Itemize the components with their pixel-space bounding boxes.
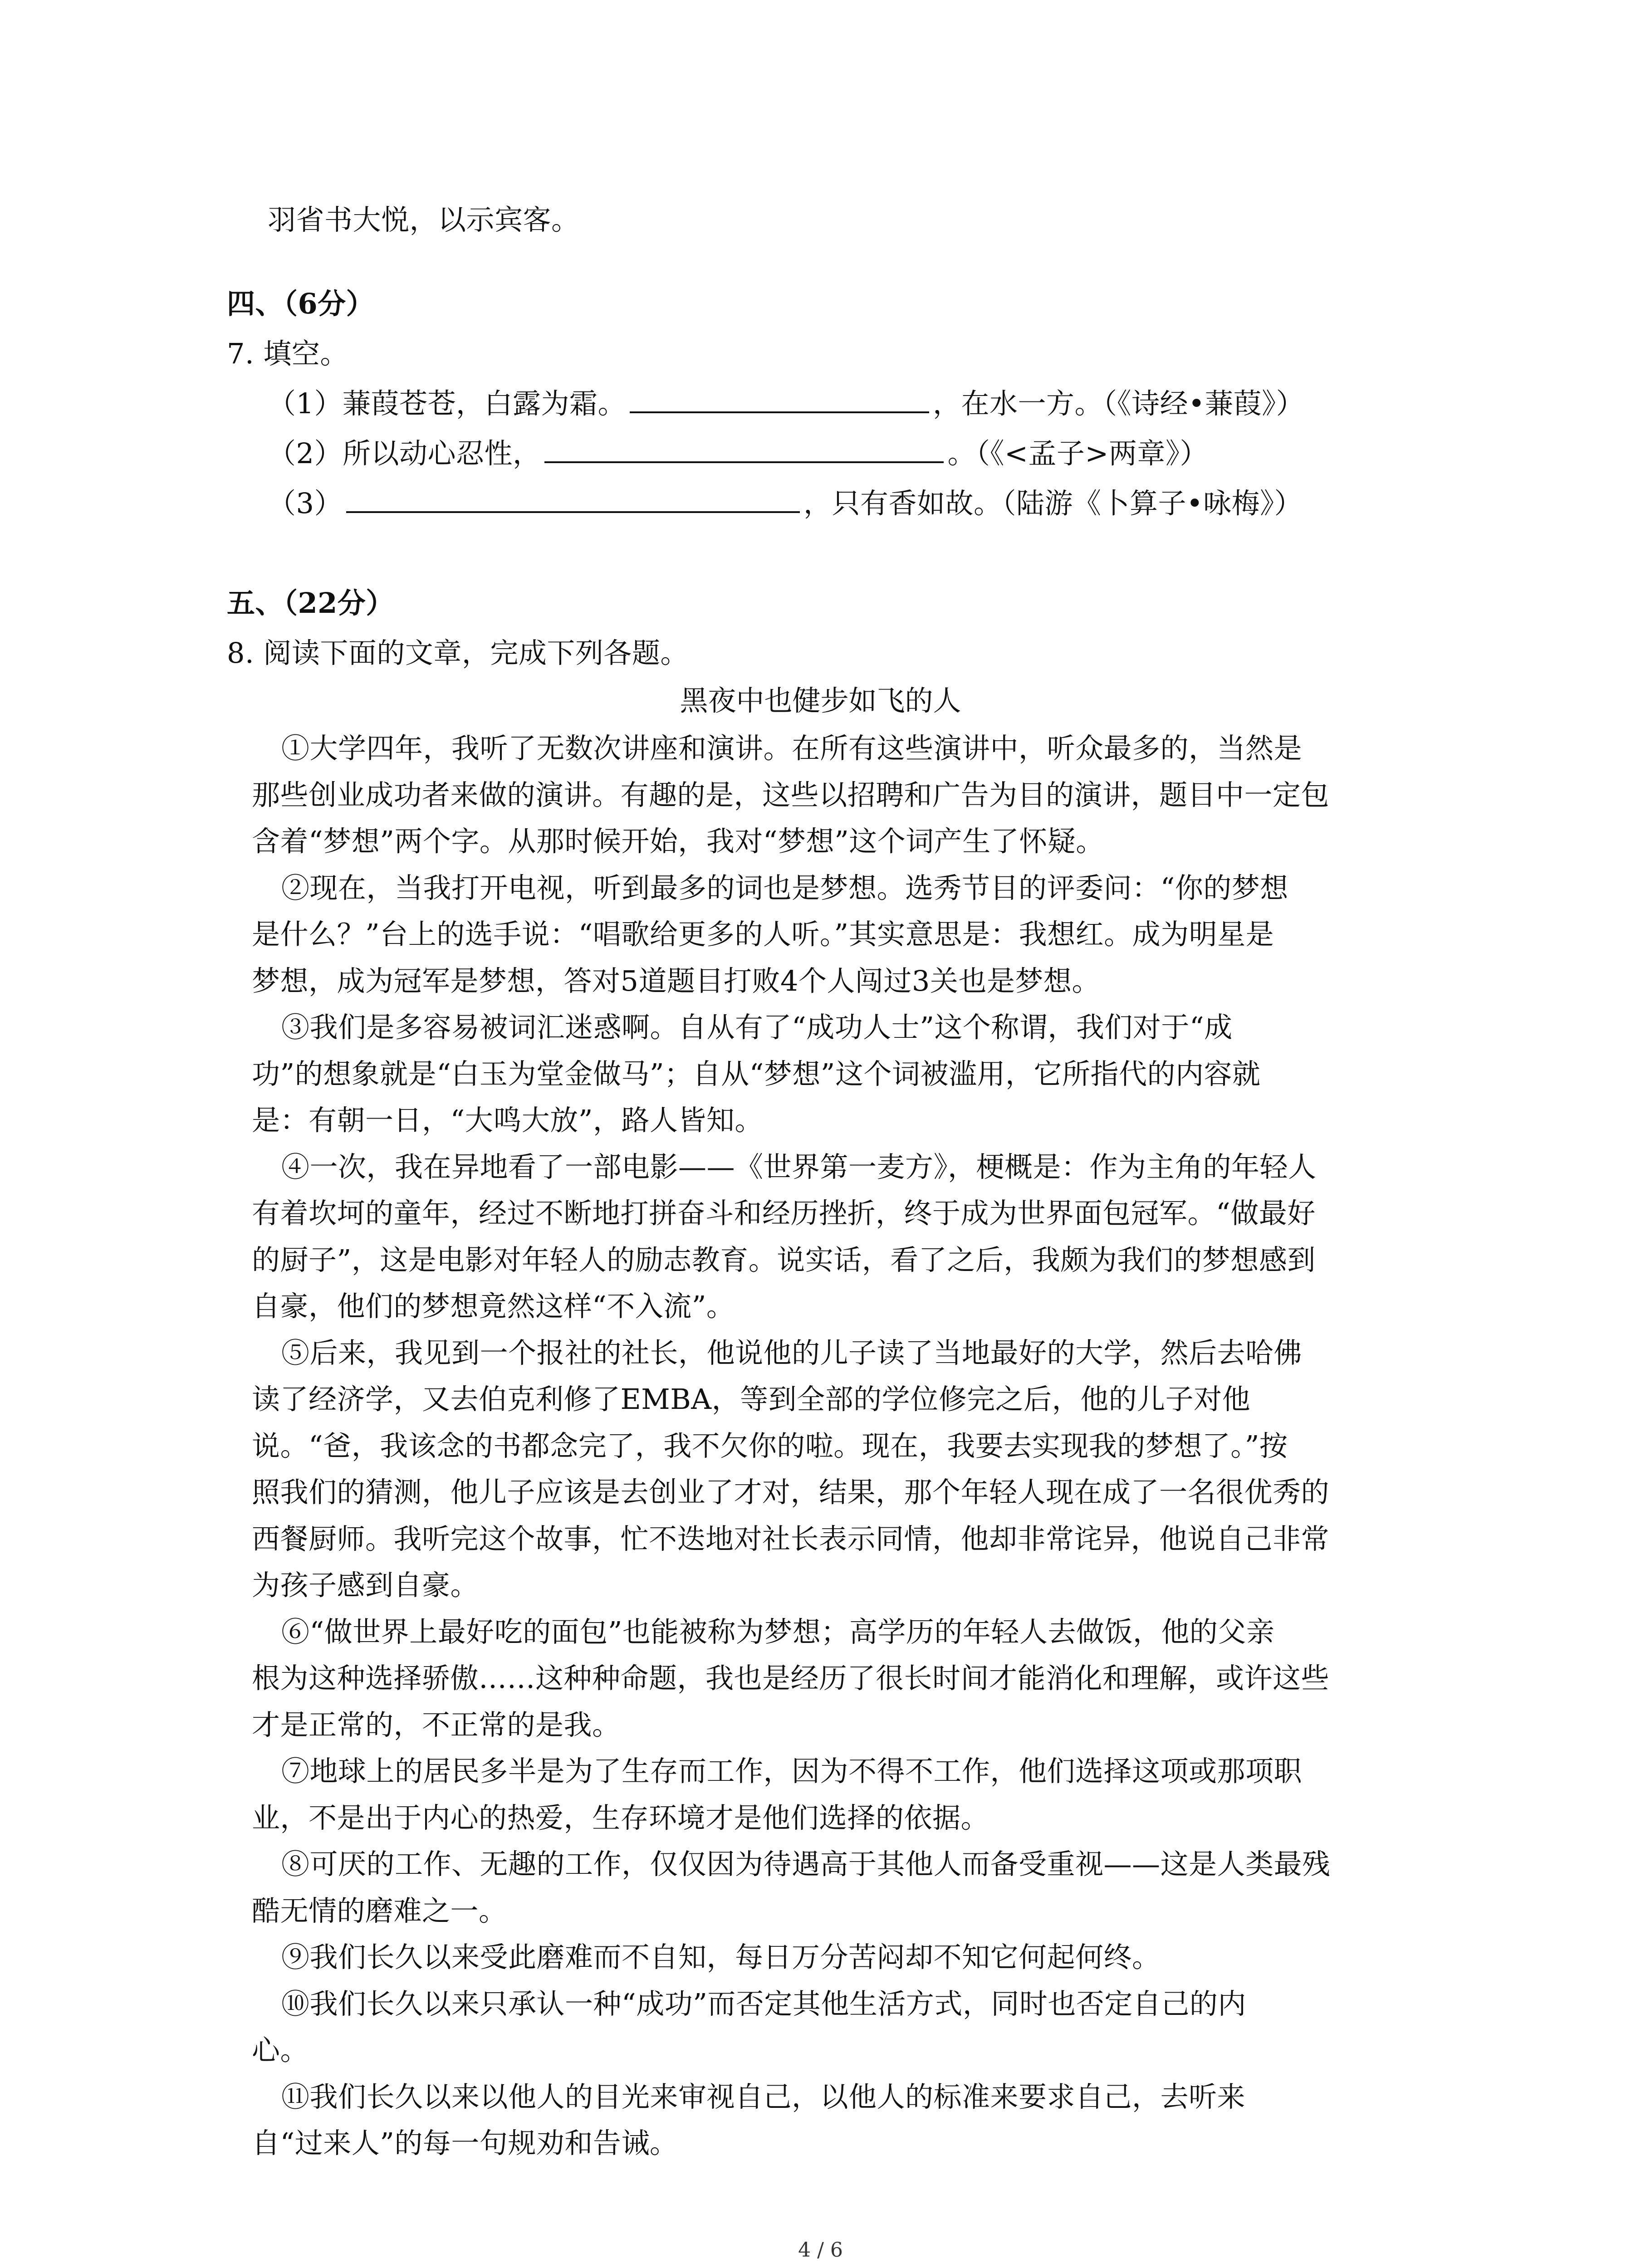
article-line: 的厨子”，这是电影对年轻人的励志教育。说实话，看了之后，我颇为我们的梦想感到	[252, 1243, 1316, 1276]
section-4-heading: 四、（6分）	[227, 287, 375, 320]
article-line: 是：有朝一日，“大鸣大放”，路人皆知。	[252, 1104, 763, 1137]
item-2-suffix: 。（《<孟子>两章》）	[947, 437, 1208, 470]
article-line: ⑦地球上的居民多半是为了生存而工作，因为不得不工作，他们选择这项或那项职	[281, 1755, 1303, 1788]
item-1-prefix: （1）蒹葭苍苍，白露为霜。	[268, 387, 626, 420]
item-3-suffix: ，只有香如故。（陆游《卜算子•咏梅》）	[803, 487, 1303, 520]
article-line: 那些创业成功者来做的演讲。有趣的是，这些以招聘和广告为目的演讲，题目中一定包	[252, 778, 1330, 811]
question-7: 7. 填空。	[227, 337, 348, 370]
continued-line: 羽省书大悦，以示宾客。	[268, 203, 580, 236]
article-line: 含着“梦想”两个字。从那时候开始，我对“梦想”这个词产生了怀疑。	[252, 825, 1104, 858]
article-line: ①大学四年，我听了无数次讲座和演讲。在所有这些演讲中，听众最多的，当然是	[281, 732, 1303, 765]
section-5-heading: 五、（22分）	[227, 587, 394, 620]
article-line: 才是正常的，不正常的是我。	[252, 1708, 621, 1741]
item-3-prefix: （3）	[268, 487, 343, 520]
article-line: ⑪我们长久以来以他人的目光来审视自己，以他人的标准来要求自己，去听来	[281, 2080, 1246, 2113]
fill-blank-item-3	[268, 483, 1303, 524]
article-line: 读了经济学，又去伯克利修了EMBA，等到全部的学位修完之后，他的儿子对他	[252, 1383, 1251, 1416]
article-line: ⑨我们长久以来受此磨难而不自知，每日万分苦闷却不知它何起何终。	[281, 1941, 1161, 1974]
article-line: 说。“爸，我该念的书都念完了，我不欠你的啦。现在，我要去实现我的梦想了。”按	[252, 1429, 1288, 1462]
article-line: ⑥“做世界上最好吃的面包”也能被称为梦想；高学历的年轻人去做饭，他的父亲	[281, 1615, 1275, 1648]
article-line: 梦想，成为冠军是梦想，答对5道题目打败4个人闯过3关也是梦想。	[252, 964, 1100, 997]
article-line: 心。	[252, 2033, 309, 2067]
article-line: ④一次，我在异地看了一部电影——《世界第一麦方》，梗概是：作为主角的年轻人	[281, 1150, 1317, 1183]
article-line: 西餐厨师。我听完这个故事，忙不迭地对社长表示同情，他却非常诧异，他说自己非常	[252, 1522, 1330, 1555]
item-1-suffix: ，在水一方。（《诗经•蒹葭》）	[932, 387, 1305, 420]
article-line: 功”的想象就是“白玉为堂金做马”；自从“梦想”这个词被滥用，它所指代的内容就	[252, 1057, 1261, 1090]
article-line: ⑧可厌的工作、无趣的工作，仅仅因为待遇高于其他人而备受重视——这是人类最残	[281, 1848, 1331, 1881]
page-number: 4 / 6	[798, 2239, 843, 2262]
answer-blank-3[interactable]	[346, 484, 800, 513]
item-2-prefix: （2）所以动心忍性，	[268, 437, 541, 470]
article-line: ⑩我们长久以来只承认一种“成功”而否定其他生活方式，同时也否定自己的内	[281, 1987, 1246, 2020]
article-line: 为孩子感到自豪。	[252, 1569, 479, 1602]
article-line: 照我们的猜测，他儿子应该是去创业了才对，结果，那个年轻人现在成了一名很优秀的	[252, 1476, 1330, 1509]
article-line: 自豪，他们的梦想竟然这样“不入流”。	[252, 1290, 735, 1323]
article-line: ②现在，当我打开电视，听到最多的词也是梦想。选秀节目的评委问：“你的梦想	[281, 871, 1288, 904]
answer-blank-2[interactable]	[544, 434, 944, 463]
article-line: ⑤后来，我见到一个报社的社长，他说他的儿子读了当地最好的大学，然后去哈佛	[281, 1336, 1303, 1369]
question-8: 8. 阅读下面的文章，完成下列各题。	[227, 636, 689, 670]
article-line: ③我们是多容易被词汇迷惑啊。自从有了“成功人士”这个称谓，我们对于“成	[281, 1011, 1233, 1044]
fill-blank-item-2	[268, 433, 1208, 474]
article-line: 根为这种选择骄傲……这种种命题，我也是经历了很长时间才能消化和理解，或许这些	[252, 1662, 1330, 1695]
fill-blank-item-1	[268, 383, 1304, 424]
article-line: 酷无情的磨难之一。	[252, 1894, 507, 1927]
article-line: 有着坎坷的童年，经过不断地打拼奋斗和经历挫折，终于成为世界面包冠军。“做最好	[252, 1197, 1316, 1230]
article-line: 是什么？”台上的选手说：“唱歌给更多的人听。”其实意思是：我想红。成为明星是	[252, 918, 1274, 951]
article-line: 自“过来人”的每一句规劝和告诫。	[252, 2126, 678, 2160]
article-title: 黑夜中也健步如飞的人	[680, 684, 961, 717]
article-line: 业，不是出于内心的热爱，生存环境才是他们选择的依据。	[252, 1801, 989, 1834]
answer-blank-1[interactable]	[630, 384, 929, 413]
